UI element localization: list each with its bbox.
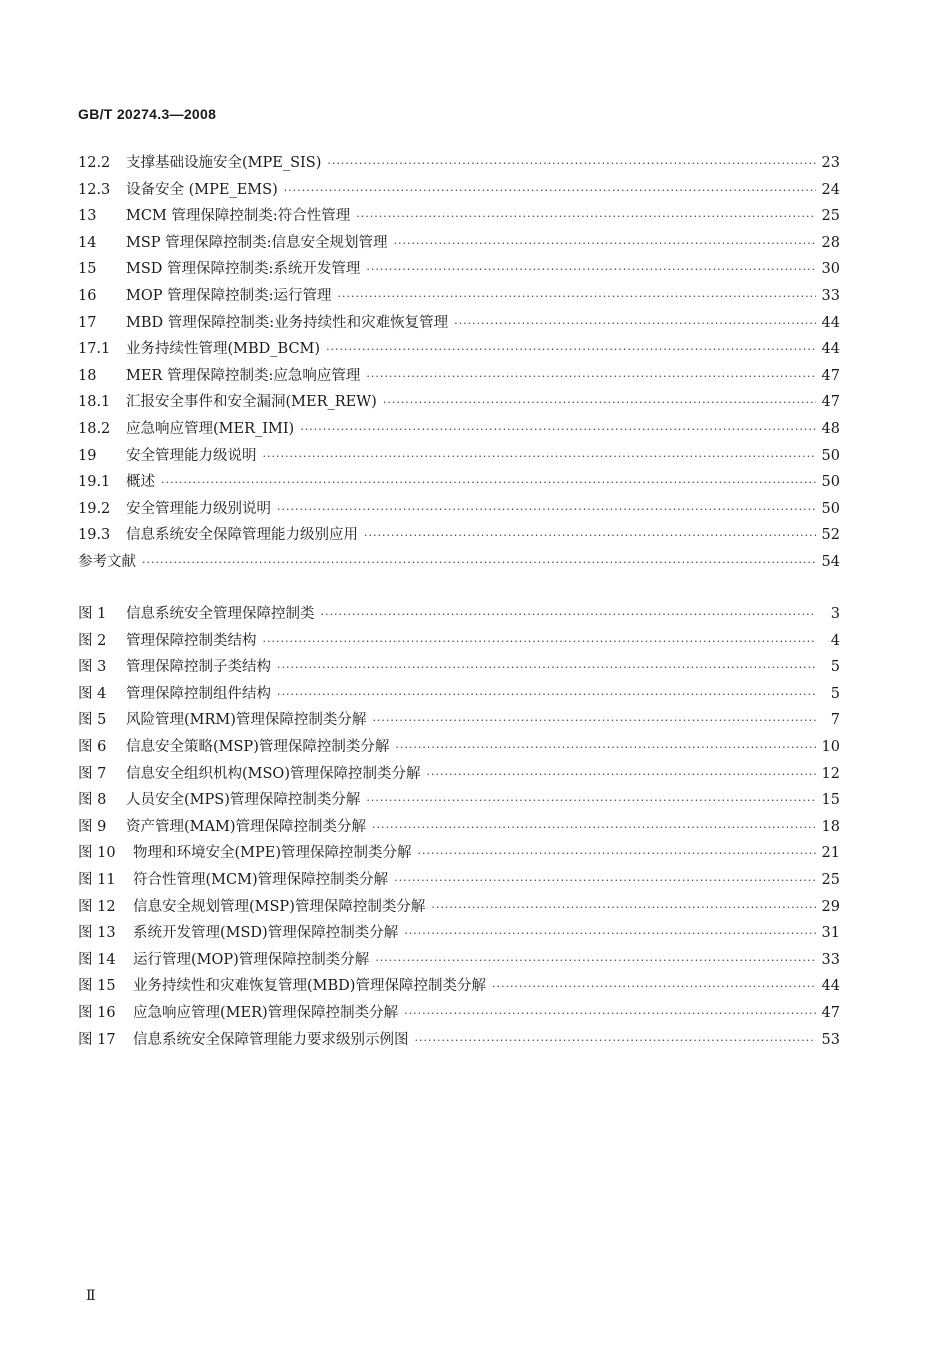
figure-number: 图 8 xyxy=(78,792,107,809)
figure-title: 管理保障控制子类结构 xyxy=(126,659,271,676)
page-ref: 3 xyxy=(830,606,840,622)
figure-entry xyxy=(78,920,840,947)
toc-entry xyxy=(78,230,840,257)
toc-figures xyxy=(78,601,840,1053)
section-number: 18.2 xyxy=(78,420,111,437)
figure-title: 管理保障控制类结构 xyxy=(126,632,257,649)
toc-entry xyxy=(78,363,840,390)
section-number: 16 xyxy=(78,287,97,304)
dot-leader xyxy=(426,762,815,789)
figure-number: 图 5 xyxy=(78,712,107,729)
page-ref: 18 xyxy=(821,818,840,835)
figure-number: 图 15 xyxy=(78,978,116,995)
figure-number: 图 6 xyxy=(78,738,107,755)
figure-number: 图 7 xyxy=(78,765,107,782)
dot-leader xyxy=(277,497,816,524)
section-title: 信息系统安全保障管理能力级别应用 xyxy=(126,527,358,544)
section-title: MER 管理保障控制类:应急响应管理 xyxy=(126,367,361,384)
figure-entry xyxy=(78,761,840,788)
section-title: 汇报安全事件和安全漏洞(MER_REW) xyxy=(126,394,377,411)
figure-entry xyxy=(78,973,840,1000)
page-ref: 53 xyxy=(821,1031,840,1048)
page-ref: 29 xyxy=(821,898,840,915)
section-title: 安全管理能力级说明 xyxy=(126,447,257,464)
figure-number: 图 13 xyxy=(78,925,116,942)
dot-leader xyxy=(327,151,815,178)
section-number: 14 xyxy=(78,234,97,251)
figure-entry xyxy=(78,707,840,734)
page-ref: 50 xyxy=(821,474,840,491)
figure-title: 信息安全规划管理(MSP)管理保障控制类分解 xyxy=(133,898,426,915)
page-ref: 54 xyxy=(821,553,840,570)
standard-code: GB/T 20274.3—2008 xyxy=(78,106,217,122)
dot-leader xyxy=(366,257,815,284)
figure-title: 业务持续性和灾难恢复管理(MBD)管理保障控制类分解 xyxy=(133,978,486,995)
dot-leader xyxy=(415,1028,816,1055)
dot-leader xyxy=(395,735,815,762)
dot-leader xyxy=(394,868,815,895)
toc-entry xyxy=(78,522,840,549)
toc-entry xyxy=(78,310,840,337)
section-title: MBD 管理保障控制类:业务持续性和灾难恢复管理 xyxy=(126,314,449,331)
figure-title: 信息安全策略(MSP)管理保障控制类分解 xyxy=(126,738,390,755)
toc-entry xyxy=(78,283,840,310)
toc-sections xyxy=(78,150,840,576)
dot-leader xyxy=(431,895,815,922)
figure-number: 图 1 xyxy=(78,606,107,622)
dot-leader xyxy=(277,655,816,682)
figure-title: 管理保障控制组件结构 xyxy=(126,685,271,702)
dot-leader xyxy=(161,470,816,497)
dot-leader xyxy=(366,364,815,391)
figure-title: 物理和环境安全(MPE)管理保障控制类分解 xyxy=(133,845,412,862)
toc-entry xyxy=(78,336,840,363)
page-ref: 24 xyxy=(821,181,840,198)
figure-entry xyxy=(78,681,840,708)
page-ref: 21 xyxy=(821,845,840,862)
toc-entry xyxy=(78,389,840,416)
page-ref: 4 xyxy=(830,632,840,649)
figure-entry xyxy=(78,1027,840,1054)
dot-leader xyxy=(404,1001,815,1028)
page-ref: 10 xyxy=(821,738,840,755)
page-ref: 15 xyxy=(821,792,840,809)
figure-entry xyxy=(78,894,840,921)
dot-leader xyxy=(394,231,816,258)
figure-number: 图 16 xyxy=(78,1004,116,1021)
dot-leader xyxy=(142,550,816,577)
page-ref: 23 xyxy=(821,155,840,171)
figure-number: 图 17 xyxy=(78,1031,116,1048)
dot-leader xyxy=(404,921,815,948)
dot-leader xyxy=(364,523,816,550)
toc-entry xyxy=(78,416,840,443)
section-title: 设备安全 (MPE_EMS) xyxy=(126,181,278,198)
section-title: 安全管理能力级别说明 xyxy=(126,500,271,517)
page-ref: 5 xyxy=(830,659,840,676)
section-number: 13 xyxy=(78,208,97,225)
page-number: Ⅱ xyxy=(86,1288,96,1304)
dot-leader xyxy=(326,337,815,364)
page-ref: 47 xyxy=(821,1004,840,1021)
section-number: 12.3 xyxy=(78,181,111,198)
section-title: MSP 管理保障控制类:信息安全规划管理 xyxy=(126,234,388,251)
section-title: 应急响应管理(MER_IMI) xyxy=(126,420,295,437)
figure-title: 运行管理(MOP)管理保障控制类分解 xyxy=(133,951,370,968)
section-title: 支撑基础设施安全(MPE_SIS) xyxy=(126,155,322,171)
dot-leader xyxy=(492,974,816,1001)
dot-leader xyxy=(454,311,815,338)
figure-title: 系统开发管理(MSD)管理保障控制类分解 xyxy=(133,925,399,942)
figure-number: 图 12 xyxy=(78,898,116,915)
figure-title: 人员安全(MPS)管理保障控制类分解 xyxy=(126,792,361,809)
section-number: 17.1 xyxy=(78,341,111,358)
page-ref: 28 xyxy=(821,234,840,251)
figure-title: 资产管理(MAM)管理保障控制类分解 xyxy=(126,818,366,835)
page-ref: 33 xyxy=(821,951,840,968)
toc-entry xyxy=(78,177,840,204)
figure-title: 信息系统安全管理保障控制类 xyxy=(126,606,315,622)
figure-title: 风险管理(MRM)管理保障控制类分解 xyxy=(126,712,367,729)
page-ref: 25 xyxy=(821,208,840,225)
dot-leader xyxy=(321,602,817,629)
toc-entry xyxy=(78,203,840,230)
page-ref: 12 xyxy=(821,765,840,782)
dot-leader xyxy=(372,708,816,735)
figure-number: 图 2 xyxy=(78,632,107,649)
figure-number: 图 9 xyxy=(78,818,107,835)
section-title: 参考文献 xyxy=(78,553,136,570)
dot-leader xyxy=(284,178,816,205)
page-ref: 5 xyxy=(830,685,840,702)
dot-leader xyxy=(372,815,816,842)
figure-entry xyxy=(78,814,840,841)
dot-leader xyxy=(375,948,815,975)
figure-entry xyxy=(78,947,840,974)
figure-entry xyxy=(78,601,840,628)
page-ref: 44 xyxy=(821,978,840,995)
toc-entry xyxy=(78,496,840,523)
page-ref: 50 xyxy=(821,447,840,464)
page-ref: 52 xyxy=(821,527,840,544)
toc-entry xyxy=(78,150,840,177)
figure-entry xyxy=(78,654,840,681)
section-title: 概述 xyxy=(126,474,155,491)
page-ref: 7 xyxy=(830,712,840,729)
section-number: 19.3 xyxy=(78,527,111,544)
figure-entry xyxy=(78,734,840,761)
page-ref: 44 xyxy=(821,341,840,358)
toc-entry xyxy=(78,469,840,496)
section-number: 19 xyxy=(78,447,97,464)
section-number: 15 xyxy=(78,261,97,278)
section-title: MCM 管理保障控制类:符合性管理 xyxy=(126,208,351,225)
toc-entry xyxy=(78,549,840,576)
figure-entry xyxy=(78,867,840,894)
section-title: MOP 管理保障控制类:运行管理 xyxy=(126,287,332,304)
figure-number: 图 3 xyxy=(78,659,107,676)
figure-title: 符合性管理(MCM)管理保障控制类分解 xyxy=(133,871,389,888)
page-ref: 25 xyxy=(821,871,840,888)
figure-entry xyxy=(78,840,840,867)
dot-leader xyxy=(383,390,816,417)
figure-entry xyxy=(78,1000,840,1027)
figure-title: 信息系统安全保障管理能力要求级别示例图 xyxy=(133,1031,409,1048)
page-ref: 50 xyxy=(821,500,840,517)
section-number: 18.1 xyxy=(78,394,111,411)
figure-number: 图 11 xyxy=(78,871,116,888)
section-title: 业务持续性管理(MBD_BCM) xyxy=(126,341,321,358)
figure-title: 应急响应管理(MER)管理保障控制类分解 xyxy=(133,1004,399,1021)
section-number: 19.1 xyxy=(78,474,111,491)
toc-entry xyxy=(78,443,840,470)
section-number: 18 xyxy=(78,367,97,384)
figure-title: 信息安全组织机构(MSO)管理保障控制类分解 xyxy=(126,765,421,782)
page-ref: 44 xyxy=(821,314,840,331)
page-ref: 33 xyxy=(821,287,840,304)
page-ref: 47 xyxy=(821,367,840,384)
dot-leader xyxy=(263,444,816,471)
figure-number: 图 14 xyxy=(78,951,116,968)
dot-leader xyxy=(366,788,815,815)
dot-leader xyxy=(263,629,817,656)
page-ref: 31 xyxy=(821,925,840,942)
section-number: 17 xyxy=(78,314,97,331)
page-ref: 48 xyxy=(821,420,840,437)
page-ref: 30 xyxy=(821,261,840,278)
figure-entry xyxy=(78,787,840,814)
dot-leader xyxy=(356,204,815,231)
section-title: MSD 管理保障控制类:系统开发管理 xyxy=(126,261,361,278)
figure-number: 图 10 xyxy=(78,845,116,862)
dot-leader xyxy=(277,682,816,709)
toc-entry xyxy=(78,256,840,283)
dot-leader xyxy=(418,841,816,868)
figure-entry xyxy=(78,628,840,655)
page-ref: 47 xyxy=(821,394,840,411)
dot-leader xyxy=(300,417,815,444)
section-number: 12.2 xyxy=(78,155,111,171)
dot-leader xyxy=(337,284,815,311)
section-number: 19.2 xyxy=(78,500,111,517)
figure-number: 图 4 xyxy=(78,685,107,702)
